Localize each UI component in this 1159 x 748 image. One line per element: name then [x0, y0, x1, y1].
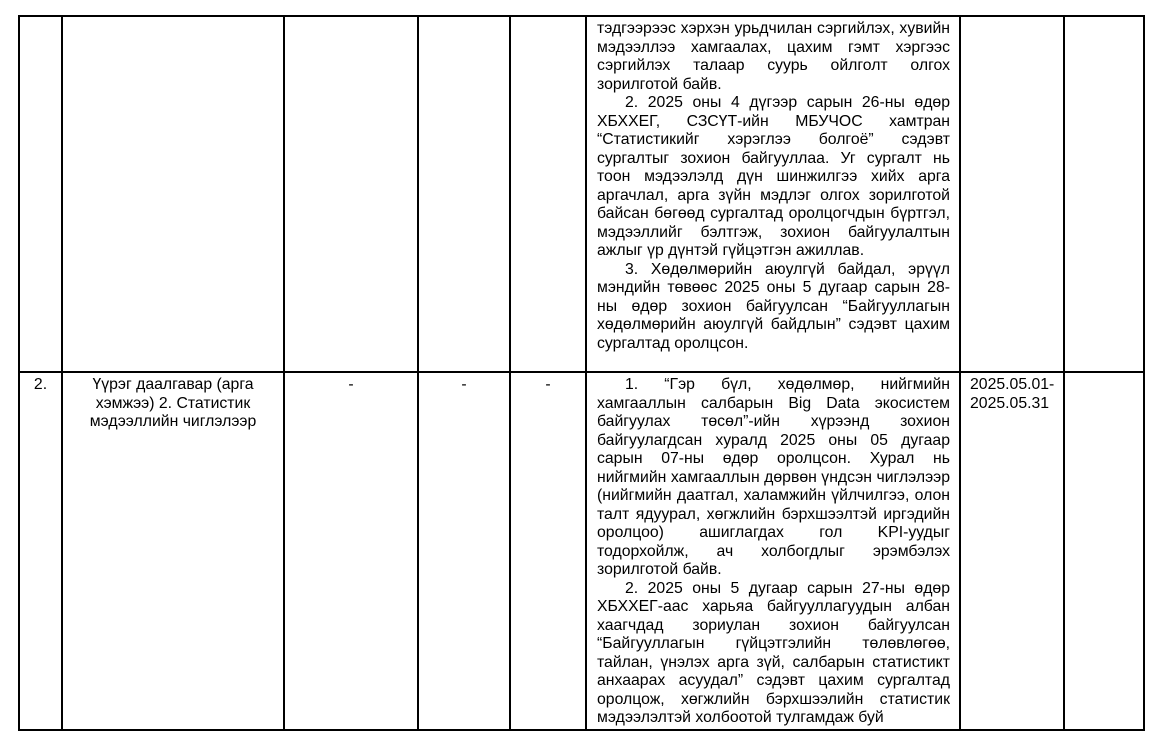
- value-3: -: [545, 376, 551, 393]
- notes-cell: [1064, 16, 1144, 372]
- report-table: [18, 15, 1145, 731]
- activity-description: [597, 376, 950, 728]
- value-1: [285, 20, 417, 370]
- period-cell: [960, 16, 1064, 372]
- activity-description-cell: [586, 372, 960, 730]
- activity-description-cell: [586, 16, 960, 372]
- value-cell-2: [418, 372, 510, 730]
- paragraph: 1. “Гэр бүл, хөдөлмөр, нийгмийн хамгааллын салбарын Big Data экосистем байгуулах төсөл”-ийн хүрээнд зохион байгуулагдсан хуралд 2025 оны 05 дугаар сарын 07-ны өдөр оролцсон. Хурал нь нийгмийн хамгааллын дөрвөн үндсэн чиглэлээр (нийгмийн даатгал, халамжийн үйлчилгээ, олон талт ядуурал, хөгжлийн бэрхшээлтэй иргэдийн оролцоо) ашиглагдах гол KPI-уудыг тодорхойлж, ач холбогдлыг эрэмбэлэх зорилготой байв.: [597, 376, 950, 578]
- paragraph: 2. 2025 оны 4 дүгээр сарын 26-ны өдөр ХБХХЕГ, СЗСҮТ-ийн МБУЧОС хамтран “Статистикийг хэрэглээ болгоё” сэдэвт сургалтыг зохион байгууллаа. Уг сургалт нь тоон мэдээлэлд дүн шинжилгээ хийх арга аргачлал, арга зүйн мэдлэг олгох зорилготой байсан бөгөөд сургалтад оролцогчдын бүртгэл, мэдээллийг бэлтгэж, зохион байгуулалтын ажлыг үр дүнтэй гүйцэтгэн ажиллав.: [597, 94, 950, 259]
- activity-description: [597, 20, 950, 370]
- row-number: 2.: [33, 376, 48, 393]
- task-name: Үүрэг даалгавар (арга хэмжээ) 2. Статистик мэдээллийн чиглэлээр: [89, 376, 257, 430]
- task-name: [73, 20, 273, 370]
- value-cell-3: [510, 16, 586, 372]
- row-number-cell: [19, 16, 62, 372]
- row-number-cell: [19, 372, 62, 730]
- period: 2025.05.01-2025.05.31: [970, 376, 1055, 412]
- value-cell-2: [418, 16, 510, 372]
- value-cell-3: [510, 372, 586, 730]
- value-cell-1: [284, 372, 418, 730]
- value-2: -: [461, 376, 467, 393]
- paragraph: тэдгээрээс хэрхэн урьдчилан сэргийлэх, хувийн мэдээллээ хамгаалах, цахим гэмт хэргээс сэргийлэх талаар суурь ойлголт олгох зорилготой байв.: [597, 20, 950, 93]
- notes-cell: [1064, 372, 1144, 730]
- period-cell: [960, 372, 1064, 730]
- value-cell-1: [284, 16, 418, 372]
- value-3: [511, 20, 585, 370]
- value-2: [419, 20, 509, 370]
- row-number: [20, 20, 61, 370]
- period: [970, 20, 1059, 370]
- table-row: [19, 16, 1144, 372]
- task-name-cell: [62, 16, 284, 372]
- value-1: -: [348, 376, 354, 393]
- table-row: [19, 372, 1144, 730]
- paragraph: 2. 2025 оны 5 дугаар сарын 27-ны өдөр ХБХХЕГ-аас харьяа байгууллагуудын албан хаагчдад зориулан зохион байгуулсан “Байгууллагын гүйцэтгэлийн төлөвлөгөө, тайлан, үнэлэх арга зүй, салбарын статистикт анхаарах асуудал” сэдэвт цахим сургалтад оролцож, хөгжлийн бэрхшээлийн статистик мэдээлэлтэй холбоотой тулгамдаж буй: [597, 579, 950, 726]
- task-name-cell: [62, 372, 284, 730]
- paragraph: 3. Хөдөлмөрийн аюулгүй байдал, эрүүл мэндийн төвөөс 2025 оны 5 дугаар сарын 28-ны өдөр зохион байгуулсан “Байгууллагын хөдөлмөрийн аюулгүй байдлын” сэдэвт цахим сургалтад оролцсон.: [597, 260, 950, 352]
